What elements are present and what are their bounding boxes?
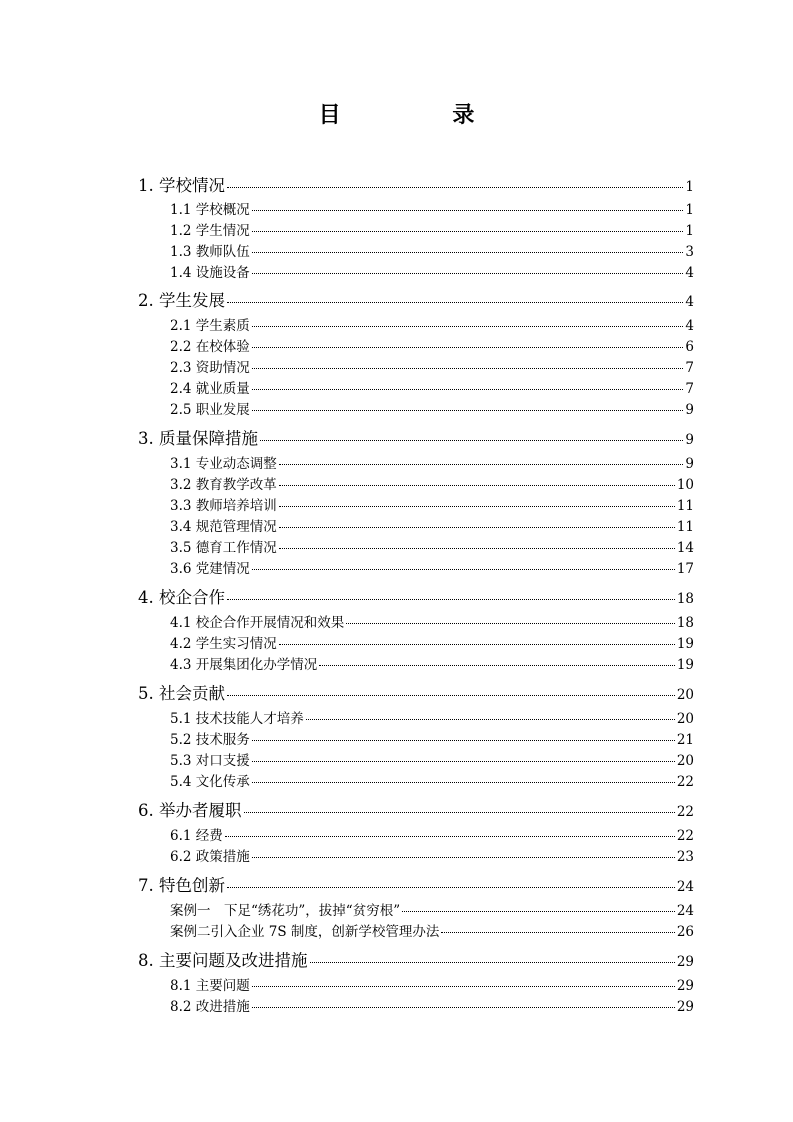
page-title: 目 录: [318, 102, 527, 128]
dot-leader: [260, 440, 683, 441]
toc-page-number: 10: [676, 477, 694, 493]
dot-leader: [279, 485, 675, 486]
toc-chapter-entry[interactable]: [138, 797, 694, 821]
toc-page-number: 26: [676, 924, 694, 940]
toc-section-entry[interactable]: [170, 845, 694, 865]
toc-entry-label: 2.5 职业发展: [170, 402, 250, 418]
toc-chapter-entry[interactable]: [138, 425, 694, 449]
dot-leader: [252, 210, 684, 211]
toc-page-number: 11: [676, 498, 694, 514]
toc-section-entry[interactable]: [170, 653, 694, 673]
dot-leader: [252, 347, 684, 348]
toc-chapter-entry[interactable]: [138, 680, 694, 704]
dot-leader: [227, 302, 683, 303]
toc-section-entry[interactable]: [170, 219, 694, 239]
dot-leader: [227, 599, 675, 600]
toc-page-number: 20: [676, 753, 694, 769]
toc-page-number: 19: [676, 657, 694, 673]
dot-leader: [402, 911, 675, 912]
dot-leader: [279, 506, 675, 507]
toc-page-number: 22: [676, 774, 694, 790]
toc-entry-label: 1. 学校情况: [138, 176, 225, 195]
toc-entry-label: 3.3 教师培养培训: [170, 498, 277, 514]
dot-leader: [252, 782, 675, 783]
dot-leader: [252, 740, 675, 741]
dot-leader: [252, 986, 675, 987]
toc-section-entry[interactable]: [170, 749, 694, 769]
toc-section-entry[interactable]: [170, 611, 694, 631]
toc-entry-label: 5. 社会贡献: [138, 684, 225, 703]
toc-page-number: 29: [676, 978, 694, 994]
toc-section-entry[interactable]: [170, 356, 694, 376]
toc-entry-label: 4.3 开展集团化办学情况: [170, 657, 318, 673]
toc-entry-label: 1.2 学生情况: [170, 223, 250, 239]
dot-leader: [227, 887, 675, 888]
toc-page-number: 11: [676, 519, 694, 535]
toc-section-entry[interactable]: [170, 452, 694, 472]
toc-section-entry[interactable]: [170, 707, 694, 727]
toc-entry-label: 2.4 就业质量: [170, 381, 250, 397]
dot-leader: [252, 1007, 675, 1008]
toc-entry-label: 7. 特色创新: [138, 876, 225, 895]
toc-section-entry[interactable]: [170, 536, 694, 556]
toc-entry-label: 6.2 政策措施: [170, 849, 250, 865]
toc-section-entry[interactable]: [170, 398, 694, 418]
toc-entry-label: 6.1 经费: [170, 828, 223, 844]
toc-section-entry[interactable]: [170, 920, 694, 940]
toc-section-entry[interactable]: [170, 515, 694, 535]
toc-entry-label: 1.3 教师队伍: [170, 244, 250, 260]
toc-chapter-entry[interactable]: [138, 584, 694, 608]
toc-page-number: 24: [676, 879, 694, 895]
toc-entry-label: 2.1 学生素质: [170, 318, 250, 334]
toc-page-number: 18: [676, 615, 694, 631]
dot-leader: [252, 231, 684, 232]
toc-page-number: 3: [685, 244, 694, 260]
dot-leader: [244, 812, 675, 813]
toc-section-entry[interactable]: [170, 899, 694, 919]
toc-entry-label: 案例二引入企业 7S 制度，创新学校管理办法: [170, 924, 440, 940]
toc-section-entry[interactable]: [170, 995, 694, 1015]
dot-leader: [346, 623, 675, 624]
toc-page-number: 7: [685, 360, 694, 376]
dot-leader: [252, 761, 675, 762]
toc-entry-label: 4.2 学生实习情况: [170, 636, 277, 652]
dot-leader: [319, 665, 675, 666]
toc-entry-label: 5.2 技术服务: [170, 732, 250, 748]
toc-entry-label: 5.4 文化传承: [170, 774, 250, 790]
toc-entry-label: 3.5 德育工作情况: [170, 540, 277, 556]
toc-section-entry[interactable]: [170, 377, 694, 397]
toc-section-entry[interactable]: [170, 314, 694, 334]
toc-entry-label: 8. 主要问题及改进措施: [138, 951, 308, 970]
toc-page-number: 21: [676, 732, 694, 748]
dot-leader: [252, 389, 684, 390]
toc-chapter-entry[interactable]: [138, 872, 694, 896]
toc-section-entry[interactable]: [170, 261, 694, 281]
toc-section-entry[interactable]: [170, 632, 694, 652]
dot-leader: [306, 719, 675, 720]
toc-page-number: 4: [685, 318, 694, 334]
toc-page-number: 22: [676, 804, 694, 820]
toc-page-number: 9: [685, 402, 694, 418]
toc-section-entry[interactable]: [170, 335, 694, 355]
toc-page-number: 6: [685, 339, 694, 355]
toc-entry-label: 4.1 校企合作开展情况和效果: [170, 615, 345, 631]
toc-section-entry[interactable]: [170, 974, 694, 994]
toc-section-entry[interactable]: [170, 198, 694, 218]
toc-page-number: 17: [676, 561, 694, 577]
toc-chapter-entry[interactable]: [138, 947, 694, 971]
toc-page-number: 22: [676, 828, 694, 844]
toc-page-number: 1: [685, 223, 694, 239]
toc-page-number: 24: [676, 903, 694, 919]
toc-entry-label: 3.2 教育教学改革: [170, 477, 277, 493]
toc-entry-label: 1.1 学校概况: [170, 202, 250, 218]
toc-page-number: 23: [676, 849, 694, 865]
dot-leader: [252, 410, 684, 411]
dot-leader: [252, 273, 684, 274]
toc-page-number: 1: [685, 179, 694, 195]
dot-leader: [227, 187, 683, 188]
toc-section-entry[interactable]: [170, 473, 694, 493]
dot-leader: [279, 527, 675, 528]
dot-leader: [279, 464, 684, 465]
toc-entry-label: 1.4 设施设备: [170, 265, 250, 281]
toc-entry-label: 2. 学生发展: [138, 291, 225, 310]
toc-page-number: 9: [685, 456, 694, 472]
toc-entry-label: 5.1 技术技能人才培养: [170, 711, 304, 727]
toc-entry-label: 2.3 资助情况: [170, 360, 250, 376]
toc-page-number: 20: [676, 711, 694, 727]
toc-section-entry[interactable]: [170, 557, 694, 577]
dot-leader: [225, 836, 675, 837]
toc-entry-label: 3. 质量保障措施: [138, 429, 258, 448]
toc-entry-label: 4. 校企合作: [138, 588, 225, 607]
toc-entry-label: 3.6 党建情况: [170, 561, 250, 577]
toc-page-number: 18: [676, 591, 694, 607]
toc-page-number: 14: [676, 540, 694, 556]
toc-section-entry[interactable]: [170, 240, 694, 260]
toc-entry-label: 3.1 专业动态调整: [170, 456, 277, 472]
toc-entry-label: 6. 举办者履职: [138, 801, 242, 820]
toc-section-entry[interactable]: [170, 728, 694, 748]
toc-page-number: 1: [685, 202, 694, 218]
dot-leader: [441, 932, 674, 933]
dot-leader: [252, 857, 675, 858]
toc-chapter-entry[interactable]: [138, 287, 694, 311]
dot-leader: [252, 368, 684, 369]
dot-leader: [252, 252, 684, 253]
dot-leader: [279, 548, 675, 549]
toc-entry-label: 8.1 主要问题: [170, 978, 250, 994]
toc-page-number: 4: [685, 265, 694, 281]
dot-leader: [227, 695, 675, 696]
dot-leader: [310, 962, 675, 963]
toc-section-entry[interactable]: [170, 494, 694, 514]
toc-section-entry[interactable]: [170, 824, 694, 844]
dot-leader: [252, 326, 684, 327]
toc-page-number: 9: [685, 432, 694, 448]
toc-entry-label: 8.2 改进措施: [170, 999, 250, 1015]
toc-chapter-entry[interactable]: [138, 172, 694, 196]
dot-leader: [252, 569, 675, 570]
toc-entry-label: 2.2 在校体验: [170, 339, 250, 355]
toc-page-number: 29: [676, 954, 694, 970]
dot-leader: [279, 644, 675, 645]
toc-page-number: 20: [676, 687, 694, 703]
toc-entry-label: 案例一 下足“绣花功”，拔掉“贫穷根”: [170, 903, 401, 919]
toc-page-number: 29: [676, 999, 694, 1015]
toc-page-number: 19: [676, 636, 694, 652]
toc-page-number: 4: [685, 294, 694, 310]
toc-entry-label: 5.3 对口支援: [170, 753, 250, 769]
toc-entry-label: 3.4 规范管理情况: [170, 519, 277, 535]
toc-section-entry[interactable]: [170, 770, 694, 790]
toc-page-number: 7: [685, 381, 694, 397]
